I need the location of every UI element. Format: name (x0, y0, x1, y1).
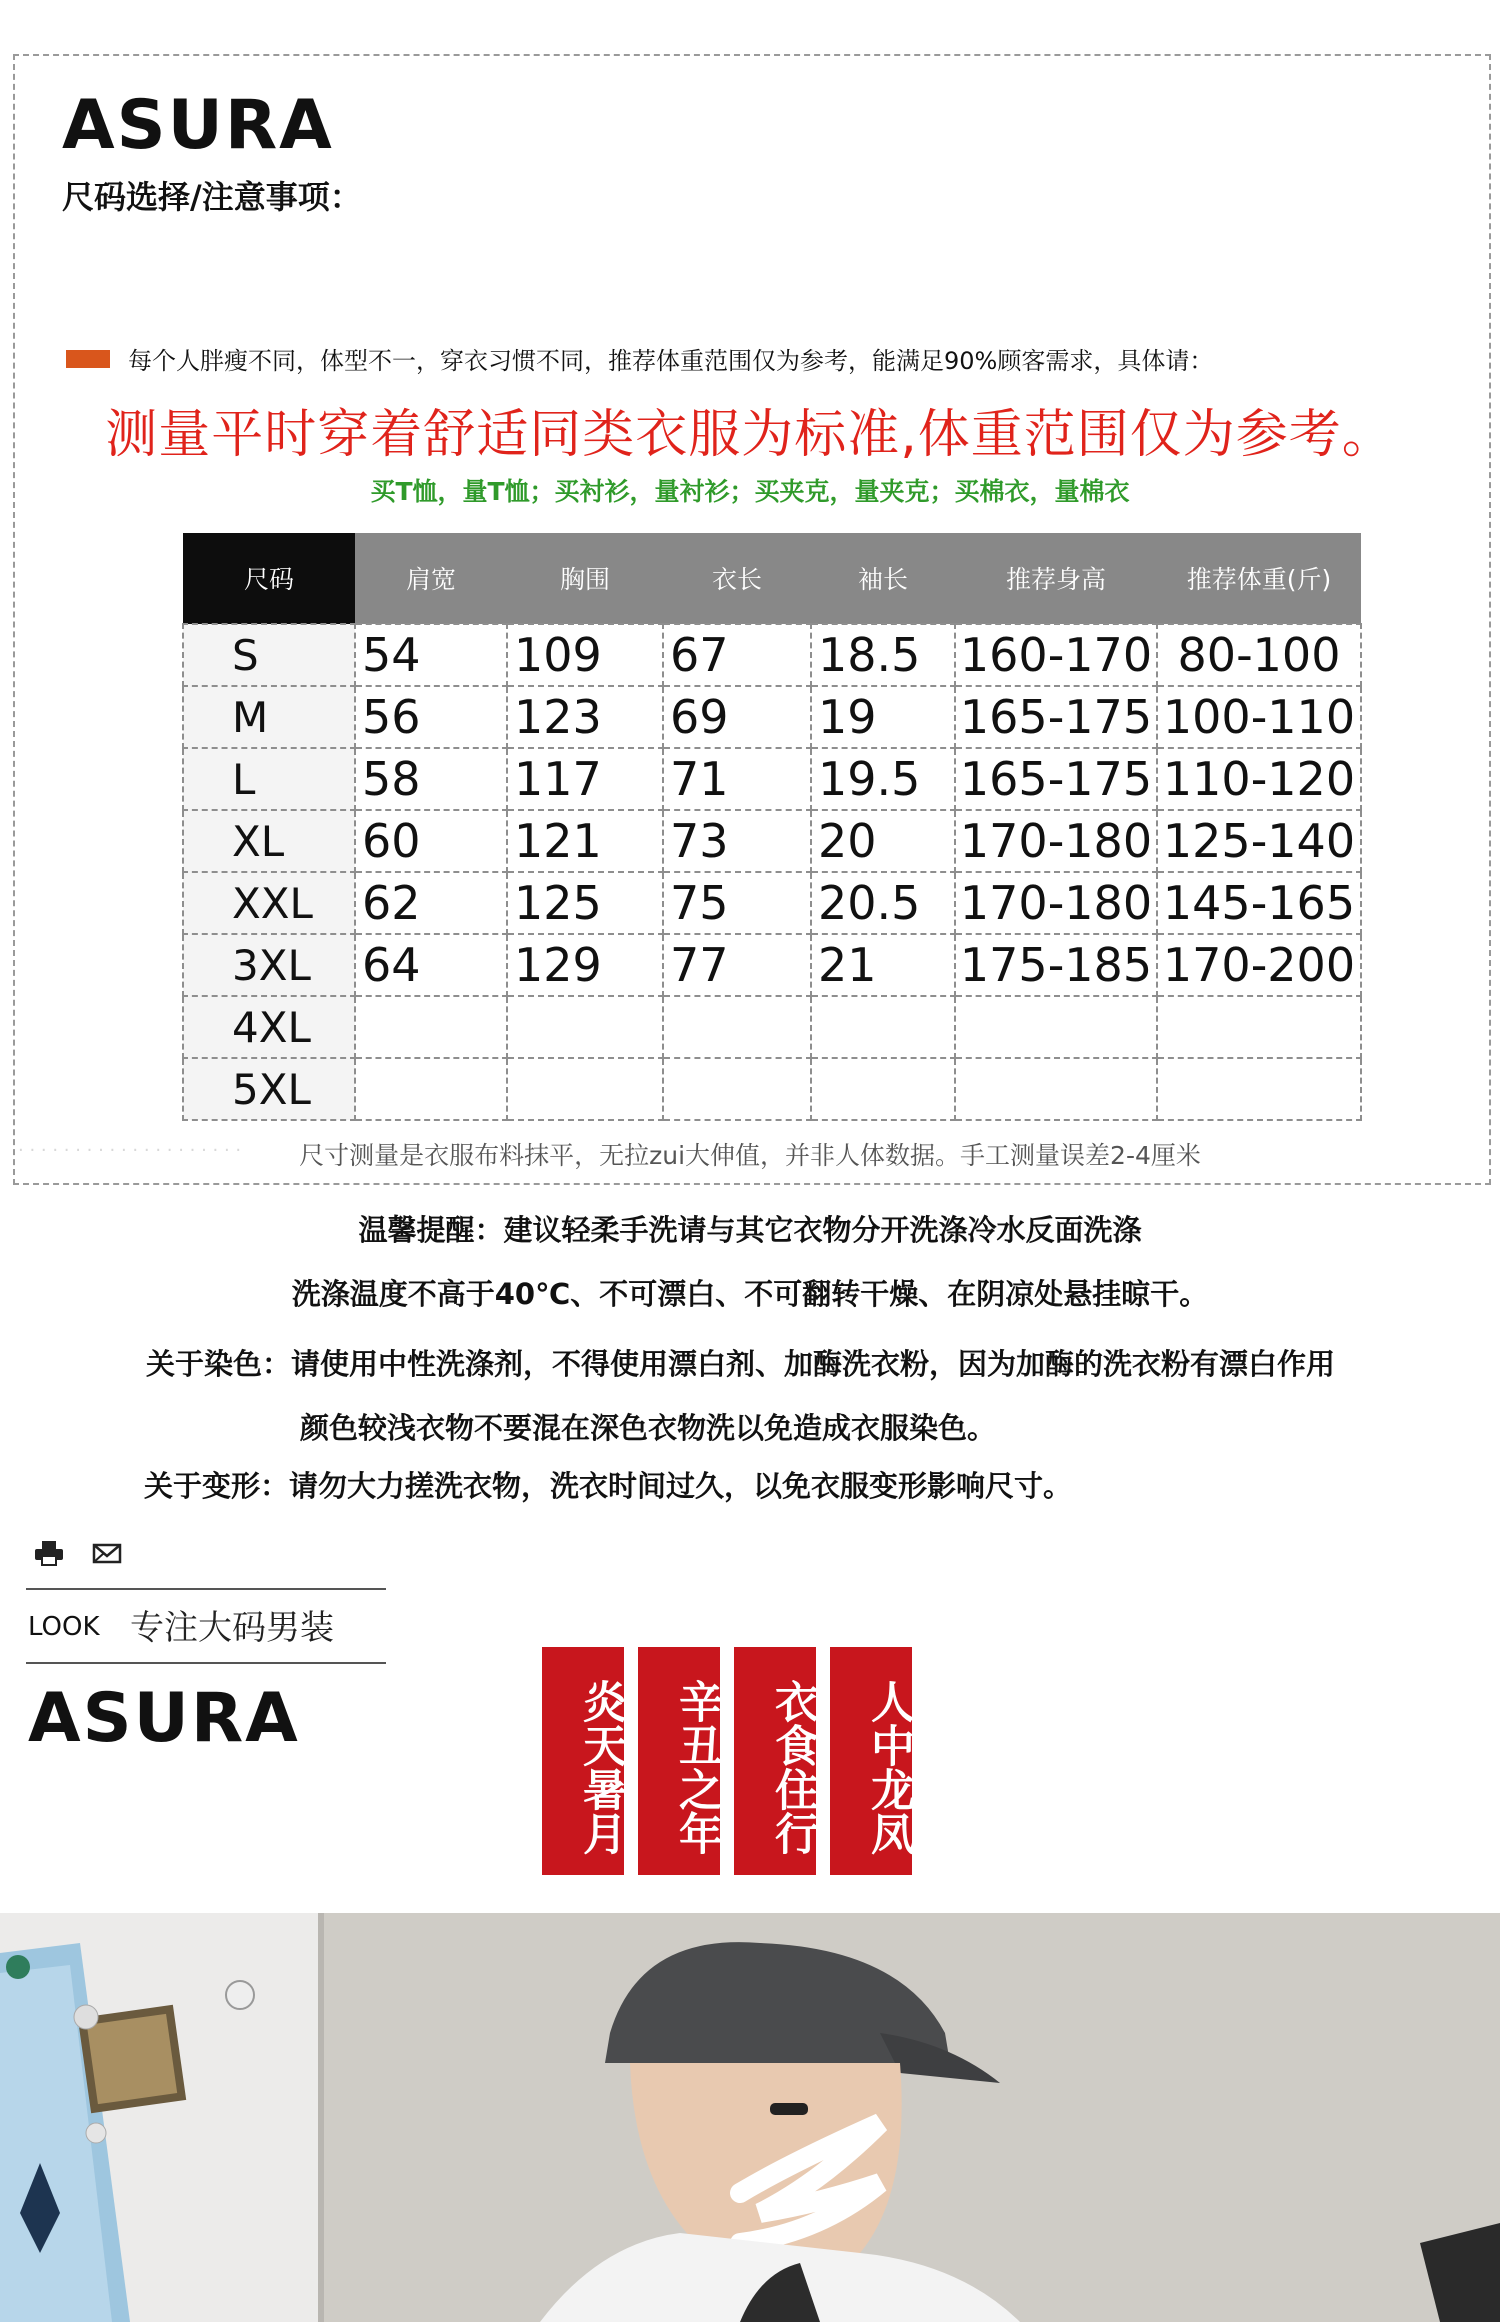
header-chest: 胸围 (507, 533, 663, 624)
cell-chest: 109 (507, 624, 663, 686)
cell-length (663, 1058, 811, 1120)
cell-chest: 121 (507, 810, 663, 872)
cell-weight (1157, 996, 1361, 1058)
cell-size: 3XL (183, 934, 355, 996)
cell-weight: 110-120 (1157, 748, 1361, 810)
cell-weight: 125-140 (1157, 810, 1361, 872)
header-height: 推荐身高 (955, 533, 1157, 624)
page-subtitle: 尺码选择/注意事项： (62, 178, 362, 216)
seal-tag-3: 衣食住行 (734, 1647, 816, 1875)
size-table (182, 533, 1362, 1121)
notice-marker (66, 350, 110, 368)
header-shoulder: 肩宽 (355, 533, 507, 624)
cell-height (955, 1058, 1157, 1120)
cell-length: 73 (663, 810, 811, 872)
cell-sleeve: 20 (811, 810, 955, 872)
care-dyeing-note: 颜色较浅衣物不要混在深色衣物洗以免造成衣服染色。 (300, 1411, 997, 1445)
cell-chest: 125 (507, 872, 663, 934)
cell-length: 71 (663, 748, 811, 810)
header-size: 尺码 (183, 533, 355, 624)
divider-top (26, 1588, 386, 1590)
cell-height: 160-170 (955, 624, 1157, 686)
size-table-header (183, 533, 1361, 624)
brand-slogan: 专注大码男装 (130, 1608, 334, 1648)
cell-height: 170-180 (955, 810, 1157, 872)
table-row (183, 686, 1361, 748)
cell-weight: 80-100 (1157, 624, 1361, 686)
header-weight: 推荐体重(斤) (1157, 533, 1361, 624)
mail-icon[interactable] (92, 1540, 122, 1566)
measure-tip: 买T恤，量T恤；买衬衫，量衬衫；买夹克，量夹克；买棉衣，量棉衣 (370, 477, 1130, 506)
cell-chest: 129 (507, 934, 663, 996)
notice-text: 每个人胖瘦不同，体型不一，穿衣习惯不同，推荐体重范围仅为参考，能满足90%顾客需求，具体请： (128, 347, 1214, 375)
cell-length: 77 (663, 934, 811, 996)
table-row (183, 996, 1361, 1058)
printer-icon[interactable] (34, 1540, 64, 1566)
brand-logo: ASURA (62, 86, 334, 165)
cell-shoulder: 56 (355, 686, 507, 748)
cell-sleeve: 19.5 (811, 748, 955, 810)
measure-headline: 测量平时穿着舒适同类衣服为标准,体重范围仅为参考。 (105, 405, 1395, 465)
table-row (183, 624, 1361, 686)
seal-tag-4: 人中龙凤 (830, 1647, 912, 1875)
cell-length (663, 996, 811, 1058)
table-row (183, 748, 1361, 810)
cell-height (955, 996, 1157, 1058)
cell-height: 165-175 (955, 748, 1157, 810)
cell-shoulder (355, 1058, 507, 1120)
cell-chest: 123 (507, 686, 663, 748)
cell-size: M (183, 686, 355, 748)
cell-shoulder (355, 996, 507, 1058)
table-row (183, 810, 1361, 872)
cell-sleeve (811, 996, 955, 1058)
header-sleeve: 袖长 (811, 533, 955, 624)
table-row (183, 872, 1361, 934)
watermark-text: · · · · · · · · · · · · · · · · · · · · (18, 1140, 242, 1161)
cell-height: 175-185 (955, 934, 1157, 996)
cell-weight: 170-200 (1157, 934, 1361, 996)
care-reminder: 温馨提醒：建议轻柔手洗请与其它衣物分开洗涤冷水反面洗涤 (358, 1213, 1142, 1247)
cell-size: XL (183, 810, 355, 872)
cell-size: 5XL (183, 1058, 355, 1120)
cell-size: XXL (183, 872, 355, 934)
cell-weight (1157, 1058, 1361, 1120)
cell-size: L (183, 748, 355, 810)
cell-size: 4XL (183, 996, 355, 1058)
seal-tag-1: 炎天暑月 (542, 1647, 624, 1875)
cell-length: 67 (663, 624, 811, 686)
cell-height: 165-175 (955, 686, 1157, 748)
model-photo (0, 1913, 1500, 2322)
cell-shoulder: 54 (355, 624, 507, 686)
cell-sleeve (811, 1058, 955, 1120)
table-row (183, 934, 1361, 996)
cell-shoulder: 60 (355, 810, 507, 872)
seal-tag-2: 辛丑之年 (638, 1647, 720, 1875)
cell-length: 69 (663, 686, 811, 748)
footer-brand-logo: ASURA (28, 1679, 300, 1758)
cell-chest (507, 1058, 663, 1120)
cell-size: S (183, 624, 355, 686)
cell-shoulder: 58 (355, 748, 507, 810)
care-temperature: 洗涤温度不高于40℃、不可漂白、不可翻转干燥、在阴凉处悬挂晾干。 (291, 1277, 1209, 1311)
cell-sleeve: 21 (811, 934, 955, 996)
cell-sleeve: 19 (811, 686, 955, 748)
cell-shoulder: 64 (355, 934, 507, 996)
divider-bottom (26, 1662, 386, 1664)
care-dyeing: 关于染色：请使用中性洗涤剂，不得使用漂白剂、加酶洗衣粉，因为加酶的洗衣粉有漂白作用 (146, 1347, 1336, 1381)
cell-weight: 100-110 (1157, 686, 1361, 748)
header-length: 衣长 (663, 533, 811, 624)
cell-sleeve: 20.5 (811, 872, 955, 934)
table-row (183, 1058, 1361, 1120)
cell-shoulder: 62 (355, 872, 507, 934)
measure-footnote: 尺寸测量是衣服布料抹平，无拉zui大伸值，并非人体数据。手工测量误差2-4厘米 (299, 1141, 1201, 1170)
cell-chest: 117 (507, 748, 663, 810)
cell-weight: 145-165 (1157, 872, 1361, 934)
cell-sleeve: 18.5 (811, 624, 955, 686)
care-deformation: 关于变形：请勿大力搓洗衣物，洗衣时间过久，以免衣服变形影响尺寸。 (144, 1469, 1073, 1503)
cell-length: 75 (663, 872, 811, 934)
look-label: LOOK (28, 1612, 100, 1642)
cell-chest (507, 996, 663, 1058)
cell-height: 170-180 (955, 872, 1157, 934)
